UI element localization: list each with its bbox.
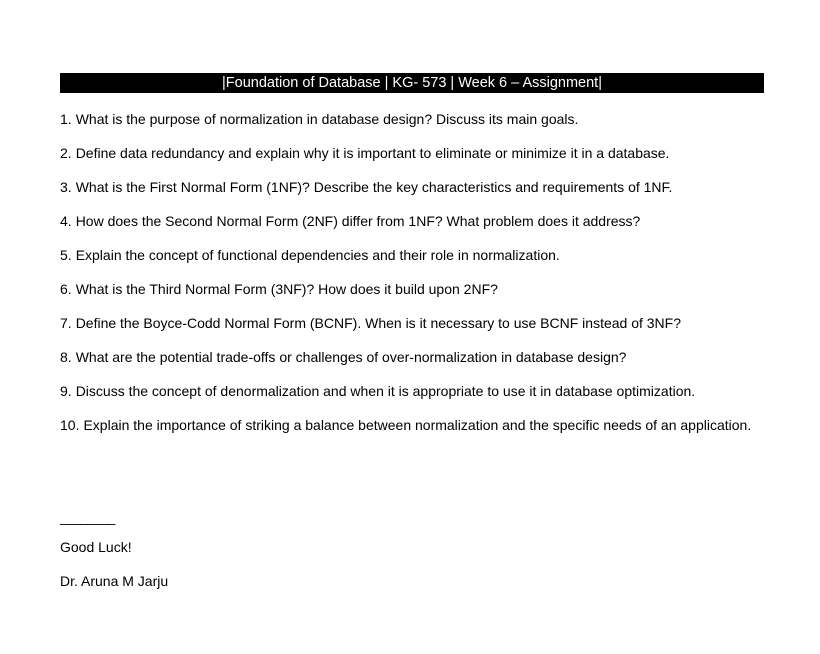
question-text: Explain the importance of striking a balance between normalization and the specific needs of an application. — [83, 417, 752, 433]
question-list — [60, 108, 760, 448]
question-text: Explain the concept of functional dependencies and their role in normalization. — [75, 247, 560, 263]
question-text: How does the Second Normal Form (2NF) differ from 1NF? What problem does it address? — [75, 213, 641, 229]
question-number: 10. — [60, 417, 80, 433]
question-number: 7. — [60, 315, 72, 331]
question-item — [60, 278, 760, 300]
question-item — [60, 176, 760, 198]
question-text: What is the First Normal Form (1NF)? Describe the key characteristics and requirements of 1NF. — [75, 179, 673, 195]
question-number: 3. — [60, 179, 72, 195]
question-text: Discuss the concept of denormalization and when it is appropriate to use it in database optimization. — [75, 383, 696, 399]
question-number: 6. — [60, 281, 72, 297]
question-text: Define the Boyce-Codd Normal Form (BCNF). When is it necessary to use BCNF instead of 3NF? — [75, 315, 682, 331]
author-name: Dr. Aruna M Jarju — [60, 573, 169, 589]
question-number: 4. — [60, 213, 72, 229]
question-text: Define data redundancy and explain why it is important to eliminate or minimize it in a database. — [75, 145, 670, 161]
question-item — [60, 142, 760, 164]
question-number: 9. — [60, 383, 72, 399]
question-item — [60, 312, 760, 334]
signature-line: ________ — [60, 509, 115, 525]
question-item — [60, 108, 760, 130]
question-item — [60, 210, 760, 232]
question-number: 8. — [60, 349, 72, 365]
question-item — [60, 244, 760, 266]
question-item — [60, 380, 760, 402]
question-number: 2. — [60, 145, 72, 161]
question-text: What is the purpose of normalization in database design? Discuss its main goals. — [75, 111, 579, 127]
assignment-title-bar: |Foundation of Database | KG- 573 | Week 6 – Assignment| — [60, 73, 764, 93]
question-number: 1. — [60, 111, 72, 127]
question-item — [60, 414, 760, 436]
question-text: What is the Third Normal Form (3NF)? How does it build upon 2NF? — [75, 281, 498, 297]
closing-text: Good Luck! — [60, 539, 132, 555]
question-item — [60, 346, 760, 368]
question-text: What are the potential trade-offs or challenges of over-normalization in database design? — [75, 349, 627, 365]
question-number: 5. — [60, 247, 72, 263]
